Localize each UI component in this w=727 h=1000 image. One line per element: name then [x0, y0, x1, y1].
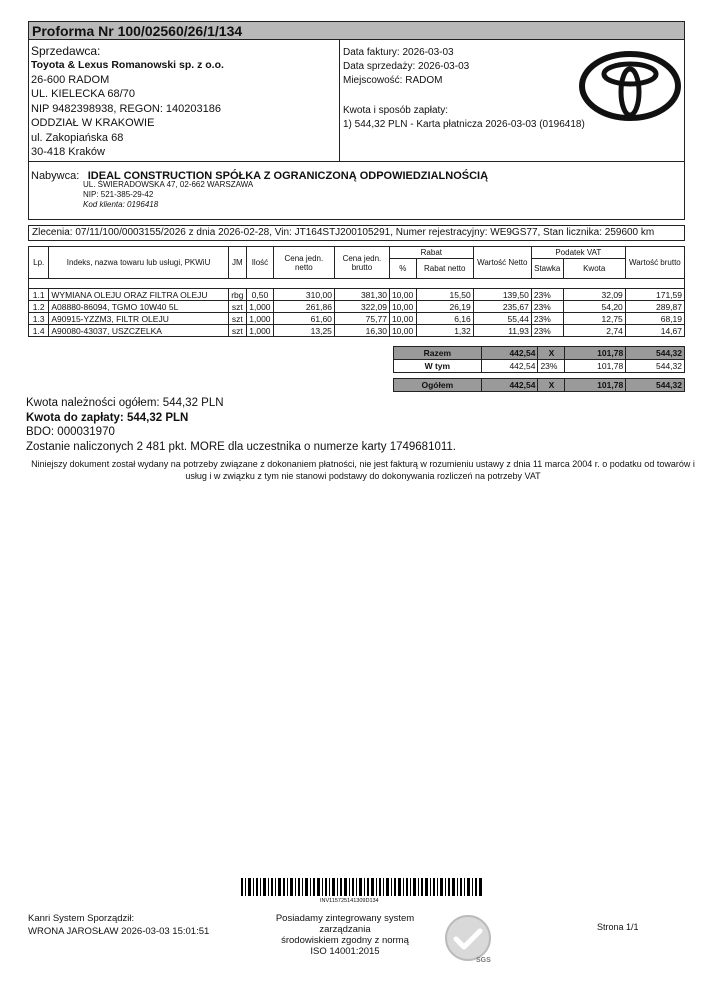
- cell-qty: 1,000: [247, 325, 274, 337]
- cell-lp: 1.3: [29, 313, 49, 325]
- barcode-text: INV115725141309D134: [320, 898, 379, 904]
- cell-net: 235,67: [473, 301, 531, 313]
- cell-jm: rbg: [228, 289, 246, 301]
- cell-name: A90080-43037, USZCZELKA: [49, 325, 228, 337]
- header-unit-gross: Cena jedn. brutto: [334, 247, 389, 279]
- document-title: Proforma Nr 100/02560/26/1/134: [28, 21, 685, 40]
- seller-block: [31, 43, 224, 160]
- cell-vat-rate: 23%: [531, 289, 563, 301]
- legal-note: Niniejszy dokument został wydany na potrzeby związane z dokonaniem płatności, nie jest fakturą w rozumieniu ustawy z dnia 11 marca 2004 r. o podatku od towarów i usług i w związku z tym nie stanowi podstawy do dokonywania rozliczeń na potrzeby VAT: [31, 459, 695, 481]
- footer-author: WRONA JAROSŁAW 2026-03-03 15:01:51: [28, 925, 210, 937]
- table-row: [29, 289, 685, 301]
- summary-row-w-tym: [394, 360, 685, 373]
- cell-lp: 1.4: [29, 325, 49, 337]
- bdo-number: BDO: 000031970: [26, 426, 115, 438]
- cell-vat-rate: 23%: [531, 325, 563, 337]
- order-line: Zlecenia: 07/11/100/0003155/2026 z dnia 2026-02-28, Vin: JT164STJ200105291, Numer rejestracyjny: WE9GS77, Stan licznika: 259600 km: [28, 225, 685, 241]
- header-unit-net: Cena jedn. netto: [273, 247, 334, 279]
- header-discount-net: Rabat netto: [416, 259, 473, 279]
- header-lp: Lp.: [29, 247, 49, 279]
- header-qty: Ilość: [247, 247, 274, 279]
- cell-name: WYMIANA OLEJU ORAZ FILTRA OLEJU: [49, 289, 228, 301]
- table-row: [29, 301, 685, 313]
- seller-nip: NIP 9482398938, REGON: 140203186: [31, 102, 221, 115]
- summary-label: Ogółem: [394, 379, 482, 392]
- header-gross-value: Wartość brutto: [625, 247, 684, 279]
- quality-line-1: Posiadamy zintegrowany system zarządzania: [275, 913, 415, 935]
- cell-lp: 1.1: [29, 289, 49, 301]
- amount-to-pay: Kwota do zapłaty: 544,32 PLN: [26, 411, 189, 424]
- cell-jm: szt: [228, 313, 246, 325]
- cell-qty: 1,000: [247, 313, 274, 325]
- summary-rate: 23%: [538, 360, 565, 373]
- cell-gross: 68,19: [625, 313, 684, 325]
- buyer-name: IDEAL CONSTRUCTION SPÓŁKA Z OGRANICZONĄ ODPOWIEDZIALNOŚCIĄ: [87, 170, 489, 182]
- cell-unit-net: 261,86: [273, 301, 334, 313]
- summary-gross: 544,32: [626, 379, 685, 392]
- cell-net: 55,44: [473, 313, 531, 325]
- cell-discount-pct: 10,00: [389, 289, 416, 301]
- summary-rate: X: [538, 379, 565, 392]
- sgs-label: SGS: [476, 957, 491, 964]
- footer-quality: [250, 913, 440, 957]
- cell-unit-net: 61,60: [273, 313, 334, 325]
- header-jm: JM: [228, 247, 246, 279]
- cell-vat-rate: 23%: [531, 313, 563, 325]
- header-discount: Rabat: [389, 247, 473, 259]
- cell-lp: 1.2: [29, 301, 49, 313]
- invoice-date: Data faktury: 2026-03-03: [343, 47, 454, 58]
- summary-vat: 101,78: [565, 347, 626, 360]
- buyer-details: [83, 180, 253, 210]
- seller-name: Toyota & Lexus Romanowski sp. z o.o.: [31, 59, 224, 71]
- cell-vat: 2,74: [563, 325, 625, 337]
- cell-name: A08880-86094, TGMO 10W40 5L: [49, 301, 228, 313]
- page-number: Strona 1/1: [597, 922, 639, 932]
- cell-unit-gross: 16,30: [334, 325, 389, 337]
- cell-vat: 12,75: [563, 313, 625, 325]
- header-vat-amount: Kwota: [563, 259, 625, 279]
- summary-gross: 544,32: [626, 347, 685, 360]
- cell-vat-rate: 23%: [531, 301, 563, 313]
- payment-line: 1) 544,32 PLN - Karta płatnicza 2026-03-03 (0196418): [343, 119, 585, 130]
- header-net-value: Wartość Netto: [473, 247, 531, 279]
- header-name: Indeks, nazwa towaru lub usługi, PKWiU: [49, 247, 228, 279]
- footer-left: [28, 913, 209, 938]
- summary-vat: 101,78: [565, 379, 626, 392]
- cell-gross: 14,67: [625, 325, 684, 337]
- dates-block: [343, 46, 585, 132]
- summary-net: 442,54: [481, 379, 538, 392]
- cell-unit-gross: 381,30: [334, 289, 389, 301]
- buyer-client-code: Kod klienta: 0196418: [83, 200, 159, 209]
- seller-divider: [339, 40, 340, 162]
- seller-branch-city: 30-418 Kraków: [31, 146, 105, 159]
- summary-table: [393, 346, 685, 392]
- seller-branch-street: ul. Zakopiańska 68: [31, 131, 124, 144]
- amount-due-total: Kwota należności ogółem: 544,32 PLN: [26, 397, 224, 409]
- cell-qty: 0,50: [247, 289, 274, 301]
- items-table: [28, 246, 685, 337]
- summary-row-razem: [394, 347, 685, 360]
- cell-discount-pct: 10,00: [389, 325, 416, 337]
- cell-discount-pct: 10,00: [389, 301, 416, 313]
- totals-block: [26, 396, 456, 454]
- buyer-address: UL. ŚWIERADOWSKA 47, 02-662 WARSZAWA: [83, 180, 254, 189]
- seller-branch: ODDZIAŁ W KRAKOWIE: [31, 117, 155, 130]
- barcode-icon: [241, 878, 483, 896]
- quality-line-3: ISO 14001:2015: [310, 946, 380, 957]
- buyer-label: Nabywca:: [31, 170, 80, 182]
- cell-gross: 171,59: [625, 289, 684, 301]
- summary-gross: 544,32: [626, 360, 685, 373]
- barcode: [241, 878, 483, 896]
- cell-jm: szt: [228, 301, 246, 313]
- table-header-row: [29, 247, 685, 259]
- cell-jm: szt: [228, 325, 246, 337]
- summary-net: 442,54: [481, 347, 538, 360]
- cell-unit-net: 310,00: [273, 289, 334, 301]
- header-vat-rate: Stawka: [531, 259, 563, 279]
- summary-row-ogolem: [394, 379, 685, 392]
- buyer-nip: NIP: 521-385-29-42: [83, 190, 154, 199]
- header-spacer-row: [29, 279, 685, 289]
- cell-gross: 289,87: [625, 301, 684, 313]
- cell-net: 11,93: [473, 325, 531, 337]
- cell-vat: 54,20: [563, 301, 625, 313]
- summary-label: W tym: [394, 360, 482, 373]
- cell-qty: 1,000: [247, 301, 274, 313]
- loyalty-points: Zostanie naliczonych 2 481 pkt. MORE dla uczestnika o numerze karty 1749681011.: [26, 440, 456, 453]
- header-discount-pct: %: [389, 259, 416, 279]
- summary-label: Razem: [394, 347, 482, 360]
- footer-system: Kanri System Sporządził:: [28, 913, 135, 924]
- seller-heading: Sprzedawca:: [31, 44, 101, 58]
- cell-unit-gross: 75,77: [334, 313, 389, 325]
- summary-vat: 101,78: [565, 360, 626, 373]
- toyota-logo-icon: [578, 50, 682, 122]
- quality-line-2: środowiskiem zgodny z normą: [281, 935, 409, 946]
- summary-net: 442,54: [481, 360, 538, 373]
- cell-vat: 32,09: [563, 289, 625, 301]
- table-row: [29, 313, 685, 325]
- sale-date: Data sprzedaży: 2026-03-03: [343, 61, 470, 72]
- place: Miejscowość: RADOM: [343, 75, 443, 86]
- header-vat: Podatek VAT: [531, 247, 625, 259]
- cell-net: 139,50: [473, 289, 531, 301]
- table-row: [29, 325, 685, 337]
- cell-discount-net: 26,19: [416, 301, 473, 313]
- summary-rate: X: [538, 347, 565, 360]
- cell-unit-gross: 322,09: [334, 301, 389, 313]
- cell-discount-pct: 10,00: [389, 313, 416, 325]
- cell-discount-net: 1,32: [416, 325, 473, 337]
- cell-unit-net: 13,25: [273, 325, 334, 337]
- payment-heading: Kwota i sposób zapłaty:: [343, 105, 449, 116]
- cell-discount-net: 6,16: [416, 313, 473, 325]
- seller-city: 26-600 RADOM: [31, 73, 110, 86]
- cell-discount-net: 15,50: [416, 289, 473, 301]
- seller-street: UL. KIELECKA 68/70: [31, 88, 135, 101]
- cell-name: A90915-YZZM3, FILTR OLEJU: [49, 313, 228, 325]
